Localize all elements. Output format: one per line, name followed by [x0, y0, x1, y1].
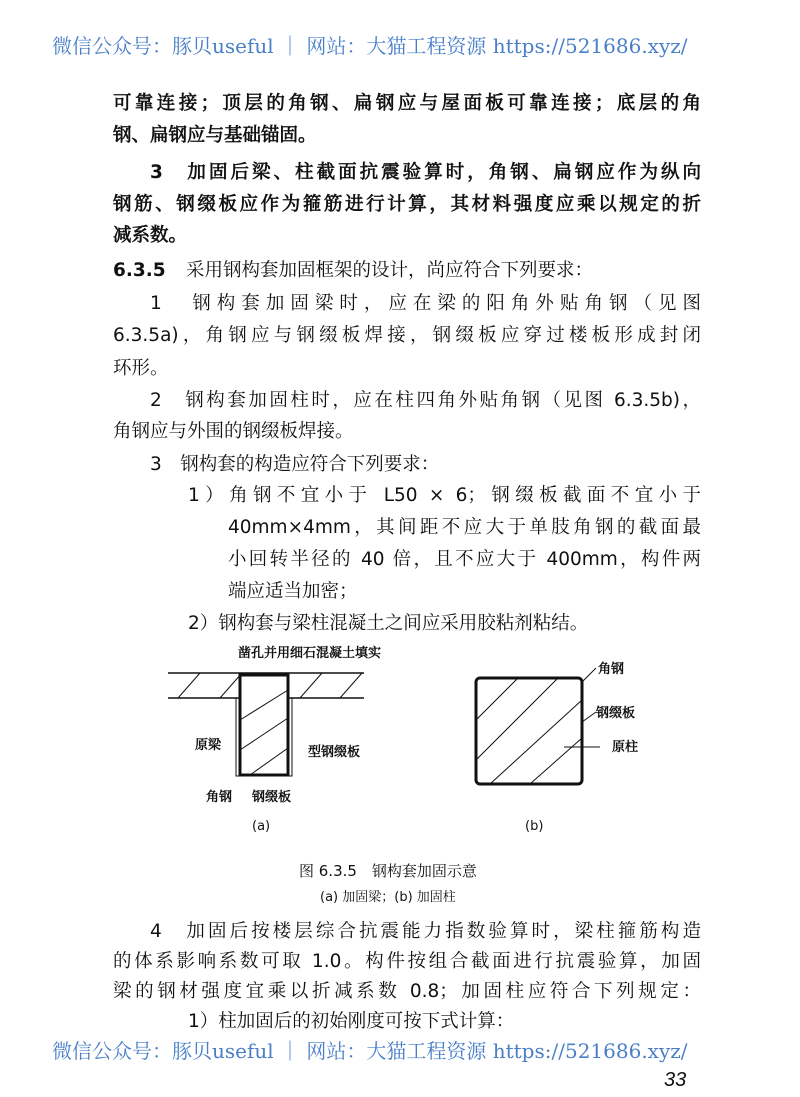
body-line: 40mm×4mm，其间距不应大于单肢角钢的截面最	[228, 517, 701, 538]
watermark-bottom: 微信公众号：豚贝useful ｜ 网站：大猫工程资源 https://521686.xyz/	[52, 1039, 688, 1063]
figure-label: 钢缀板	[596, 706, 636, 721]
body-line: 钢筋、钢缀板应作为箍筋进行计算，其材料强度应乘以规定的折	[113, 194, 701, 215]
body-line: 减系数。	[113, 225, 188, 246]
figure-subcaption: (a) 加固梁；(b) 加固柱	[320, 890, 456, 905]
body-line: 角钢应与外围的钢缀板焊接。	[113, 421, 354, 442]
body-line: 小回转半径的 40 倍，且不应大于 400mm，构件两	[228, 549, 701, 570]
page-number: 33	[664, 1069, 687, 1091]
body-line: 采用钢构套加固框架的设计，尚应符合下列要求：	[186, 260, 594, 281]
body-line: 2 钢构套加固柱时，应在柱四角外贴角钢（见图 6.3.5b)，	[150, 390, 701, 411]
body-line: 6.3.5a)，角钢应与钢缀板焊接，钢缀板应穿过楼板形成封闭	[113, 325, 701, 346]
watermark-top: 微信公众号：豚贝useful ｜ 网站：大猫工程资源 https://521686.xyz/	[52, 34, 688, 58]
figure-label: 原梁	[195, 738, 222, 753]
body-line: 1 钢构套加固梁时，应在梁的阳角外贴角钢（见图	[150, 293, 701, 314]
body-line: 梁的钢材强度宜乘以折减系数 0.8；加固柱应符合下列规定：	[113, 981, 701, 1002]
clause-number: 6.3.5	[113, 260, 166, 281]
body-line: 1）角钢不宜小于 L50 × 6；钢缀板截面不宜小于	[188, 485, 701, 506]
subfigure-tag: (b)	[525, 819, 544, 834]
body-line: 钢、扁钢应与基础锚固。	[113, 125, 317, 146]
body-line: 3 加固后梁、柱截面抗震验算时，角钢、扁钢应作为纵向	[150, 162, 701, 183]
figure-label: 凿孔并用细石混凝土填实	[238, 646, 382, 661]
figure-label: 角钢	[598, 662, 625, 677]
figure-label: 钢缀板	[252, 790, 292, 805]
body-line: 端应适当加密；	[228, 581, 358, 602]
body-line: 4 加固后按楼层综合抗震能力指数验算时，梁柱箍筋构造	[150, 921, 701, 942]
figure-caption: 图 6.3.5 钢构套加固示意	[299, 862, 477, 880]
subfigure-tag: (a)	[252, 819, 271, 834]
column-section-drawing	[476, 668, 600, 784]
body-line: 3 钢构套的构造应符合下列要求：	[150, 454, 440, 475]
body-line: 环形。	[113, 358, 169, 379]
body-line: 可靠连接；顶层的角钢、扁钢应与屋面板可靠连接；底层的角	[113, 93, 701, 114]
body-line: 1）柱加固后的初始刚度可按下式计算：	[188, 1011, 515, 1032]
figure-label: 型钢缀板	[308, 745, 361, 760]
body-line: 2）钢构套与梁柱混凝土之间应采用胶粘剂粘结。	[188, 613, 589, 634]
body-line: 的体系影响系数可取 1.0。构件按组合截面进行抗震验算，加固	[113, 951, 701, 972]
figure-label: 角钢	[206, 790, 233, 805]
figure-label: 原柱	[612, 740, 639, 755]
